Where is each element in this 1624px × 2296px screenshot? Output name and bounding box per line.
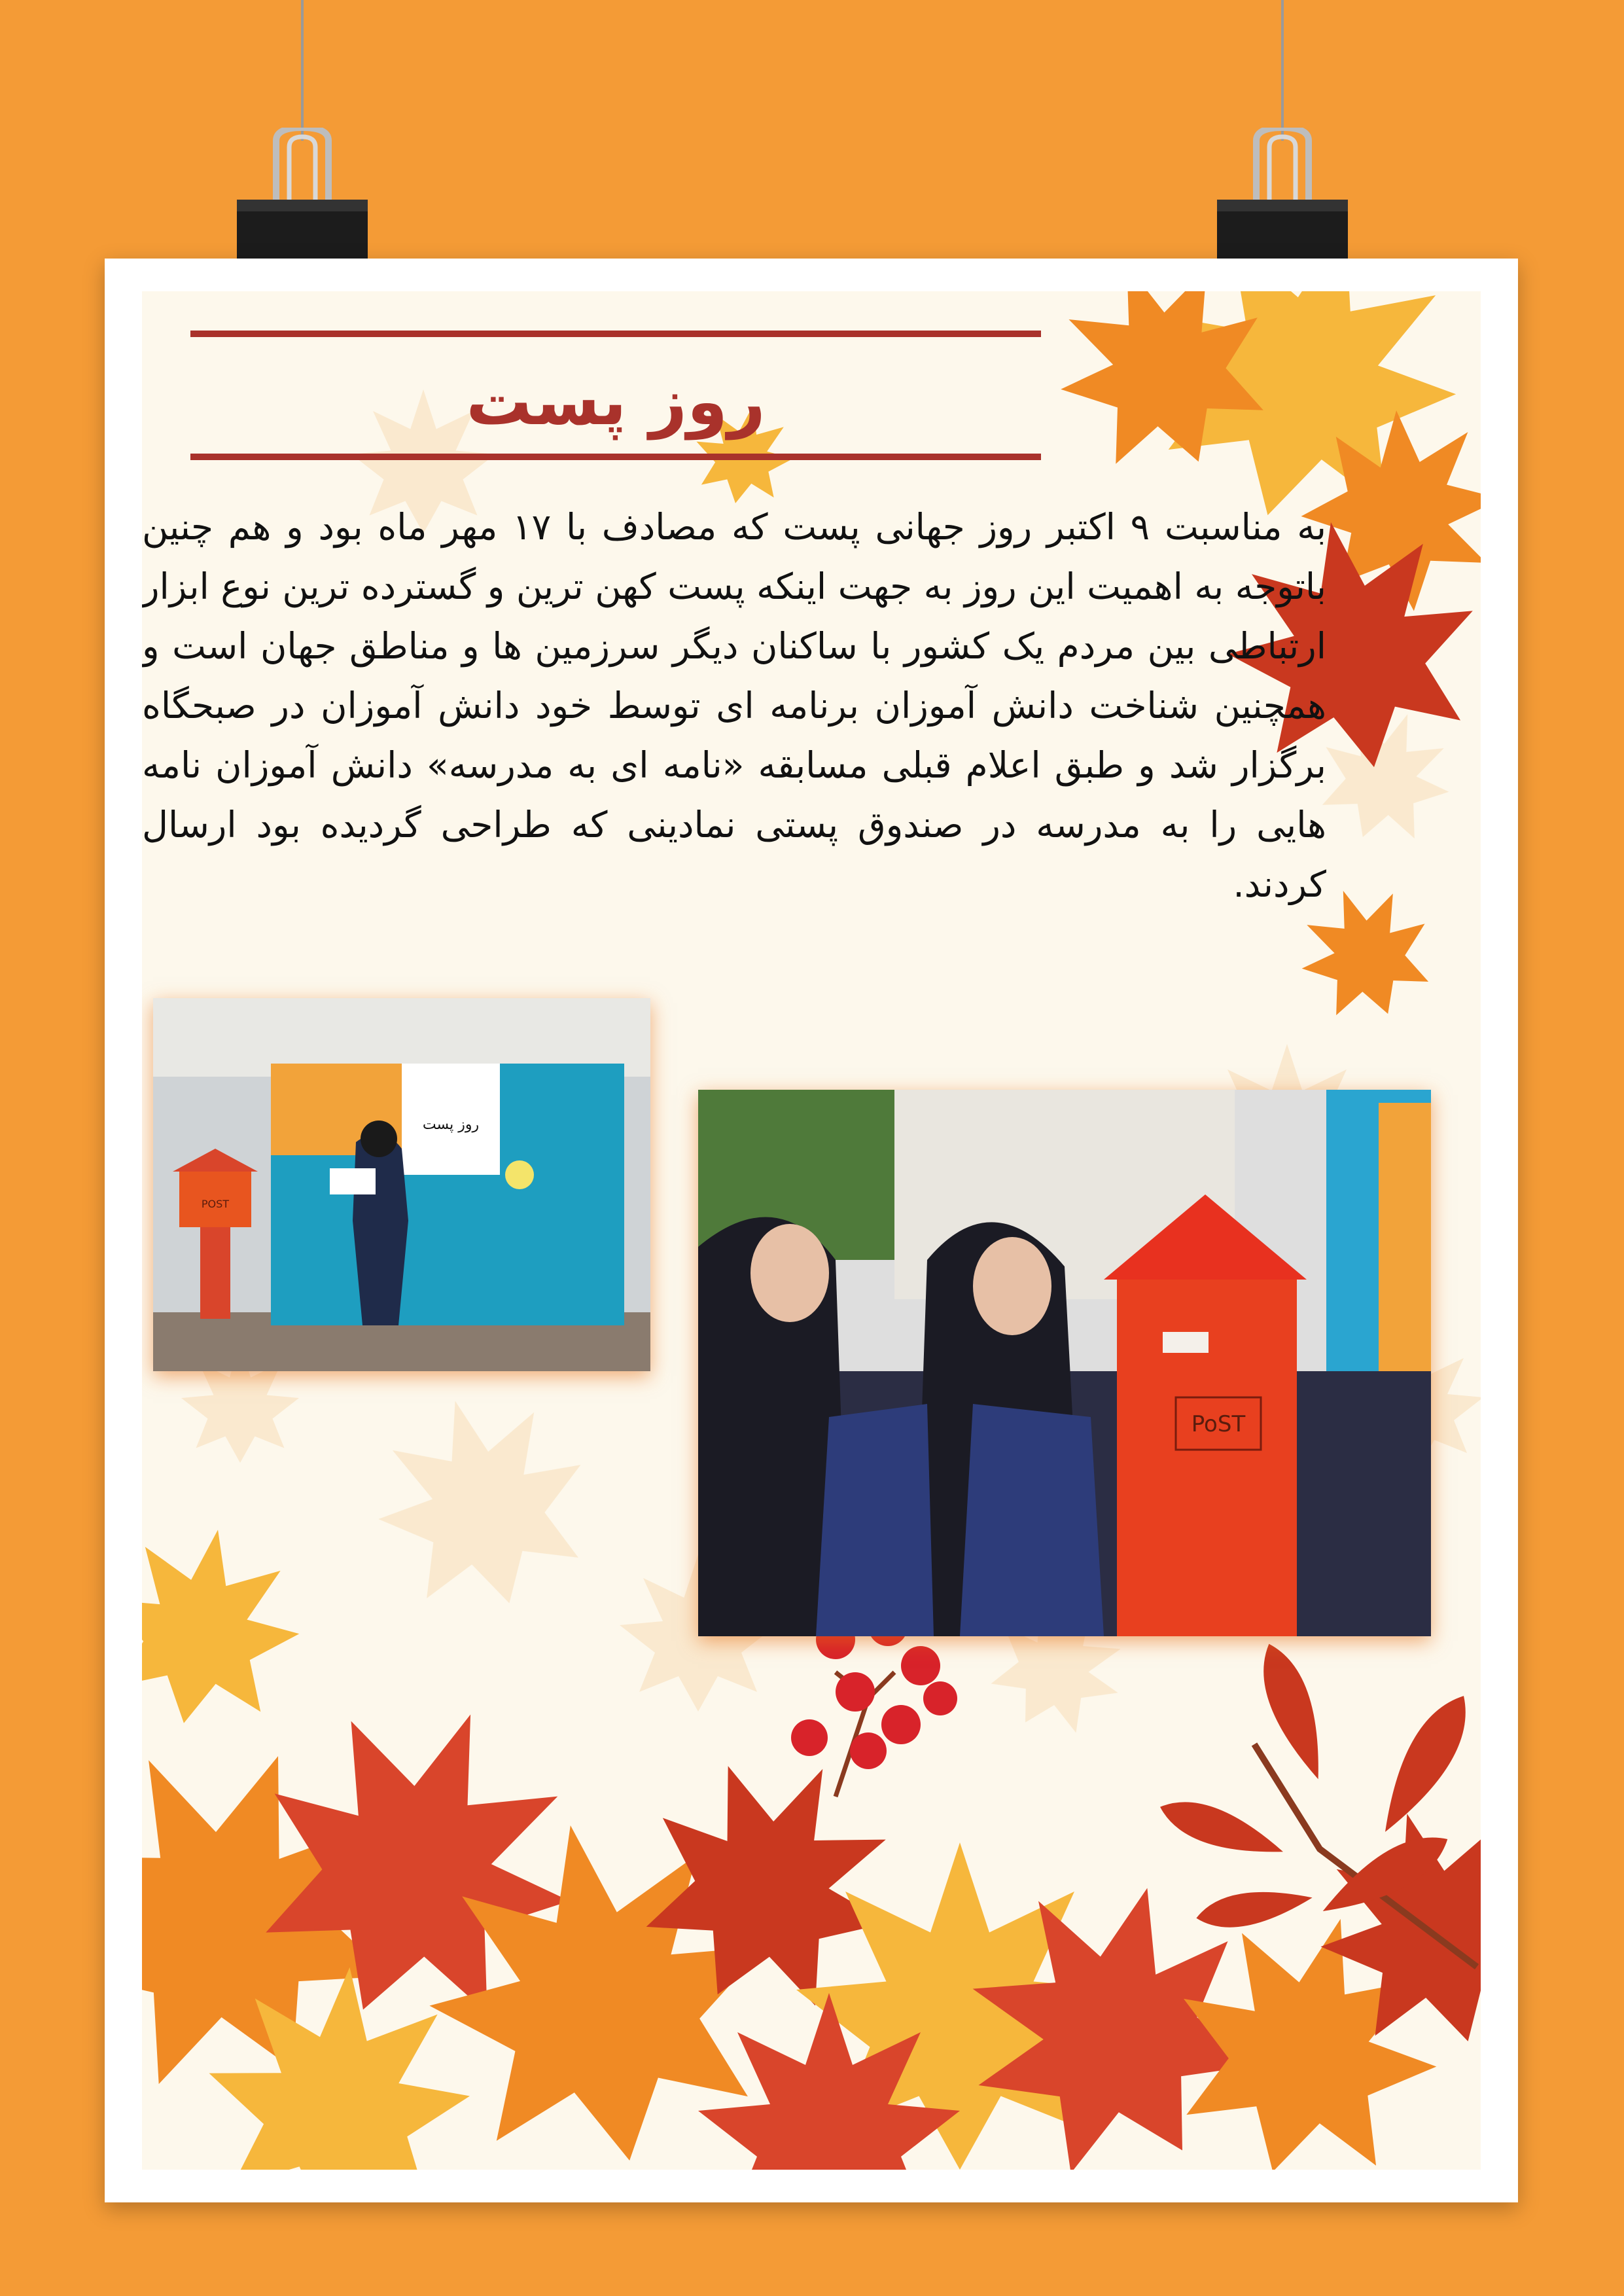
hanging-string-right: [1281, 0, 1284, 141]
photo-students-postbox: [698, 1090, 1431, 1636]
photo-sign-text: روز پست: [422, 1117, 480, 1133]
poster-artwork: [142, 291, 1481, 2170]
photo2-box-text: PoST: [1191, 1411, 1246, 1437]
hanging-string-left: [301, 0, 304, 141]
title-rule-top: [190, 331, 1041, 337]
binder-clip-left-icon: [237, 128, 368, 268]
photo-student-speaking: [153, 998, 650, 1371]
binder-clip-right-icon: [1217, 128, 1348, 268]
page-title: روز پست: [466, 363, 766, 440]
photo1-box-text: POST: [201, 1198, 230, 1210]
title-rule-bottom: [190, 454, 1041, 460]
body-paragraph: به مناسبت ۹ اکتبر روز جهانی پست که مصادف با ۱۷ مهر ماه بود و هم چنین باتوجه به اهمیت این روز به جهت اینکه پست کهن ترین و گسترده ترین نوع ابزار ارتباطی بین مردم یک کشور با ساکنان دیگر سرزمین ها و مناطق جهان است و همچنین شناخت دانش آموزان برنامه ای توسط خود دانش آموزان در صبحگاه برگزار شد و طبق اعلام قبلی مسابقه «نامه ای به مدرسه» دانش آموزان نامه هایی را به مدرسه در صندوق پستی نمادینی که طراحی گردیده بود ارسال کردند.: [142, 506, 1327, 905]
poster-paper: [105, 259, 1518, 2202]
